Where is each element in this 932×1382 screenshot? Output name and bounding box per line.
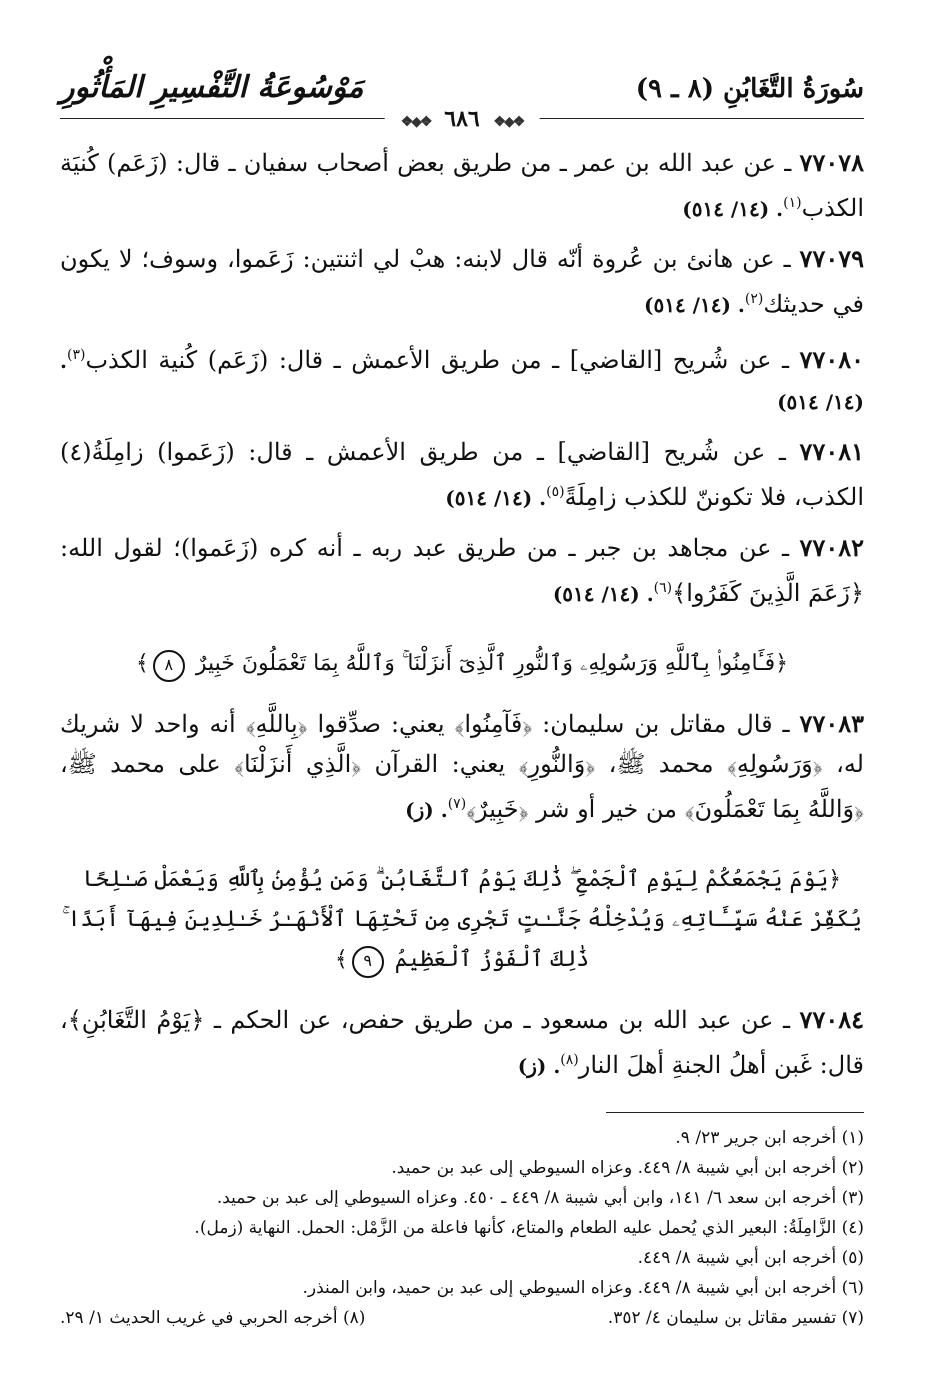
page-header [60,70,864,132]
entry-number: ٧٧٠٧٩ [799,244,864,273]
entry-77078 [60,143,864,229]
entry-number: ٧٧٠٨٤ [799,1005,864,1034]
footnote: (٤) الزَّامِلَةُ: البعير الذي يُحمل عليه الطعام والمتاع، كأنها فاعلة من الزَّمْل: الحمل. النهاية (زمل). [194,1218,864,1238]
entry-number: ٧٧٠٨٠ [799,345,864,374]
entry-text: ـ قال مقاتل بن سليمان: ﴿فَآمِنُوا﴾ يعني: صدِّقوا ﴿بِاللَّهِ﴾ أنه واحد لا شريك له، ﴿وَرَسُولِهِ﴾ محمد ﷺ، ﴿وَالنُّورِ﴾ يعني: القرآن ﴿الَّذِي أَنزَلْنَا﴾ على محمد ﷺ، ﴿وَاللَّهُ بِمَا تَعْمَلُونَ﴾ من خير أو شر ﴿خَبِيرٌ﴾ [60,710,864,823]
entry-77083 [60,704,864,830]
footnote: (٣) أخرجه ابن سعد ٦/ ١٤١، وابن أبي شيبة ٨/ ٤٤٩ ـ ٤٥٠. وعزاه السيوطي إلى عبد بن حميد. [216,1188,864,1208]
entry-ref: . (ز) [517,1054,561,1078]
verse-text: ﴿يَوْمَ يَجْمَعُكُمْ لِيَوْمِ ٱلْجَمْعِ ۖ ذَٰلِكَ يَوْمُ ٱلتَّغَابُنِ ۗ وَمَن يُؤْمِنۢ بِٱللَّهِ وَيَعْمَلْ صَـٰلِحًا يُكَفِّرْ عَنْهُ سَيِّـَٔاتِهِۦ وَيُدْخِلْهُ جَنَّـٰتٍ تَجْرِى مِن تَحْتِهَا ٱلْأَنْهَـٰرُ خَـٰلِدِينَ فِيهَآ أَبَدًا ۚ ذَٰلِكَ ٱلْفَوْزُ ٱلْعَظِيمُ [62,867,862,972]
entry-77081 [60,432,864,518]
footnote-marker: (٦) [653,580,673,596]
footnote: (٨) أخرجه الحربي في غريب الحديث ١/ ٢٩. [60,1308,366,1328]
entry-number: ٧٧٠٨٣ [799,709,864,738]
entry-ref: . (ز) [405,798,448,822]
footnote-marker: (١) [783,195,802,211]
footnote-marker: (٧) [447,796,467,812]
entry-77079 [60,239,864,325]
entry-text: ـ عن مجاهد بن جبر ـ من طريق عبد ربه ـ أنه كره (زَعَموا)؛ لقول الله: ﴿زَعَمَ الَّذِينَ كَفَرُوا﴾ [60,534,864,607]
footnote-marker: (٨) [560,1052,579,1068]
page-number-box [385,106,540,132]
verse-number-icon: ٨ [153,650,185,682]
book-page [60,70,864,1362]
entry-ref: . (١٤/ ٥١٤) [643,293,745,317]
footnote: (١) أخرجه ابن جرير ٢٣/ ٩. [675,1128,864,1148]
entry-number: ٧٧٠٧٨ [799,148,864,177]
entry-number: ٧٧٠٨١ [799,437,864,466]
entry-text: ـ عن عبد الله بن عمر ـ من طريق بعض أصحاب سفيان ـ قال: (زَعَم) كُنيَة الكذب [60,149,864,222]
footnote: (٦) أخرجه ابن أبي شيبة ٨/ ٤٤٩. وعزاه السيوطي إلى عبد بن حميد، وابن المنذر. [302,1278,864,1298]
book-title: مَوْسُوعَةُ التَّفْسِيرِ المَأْثُورِ [60,70,364,105]
entry-ref: . (١٤/ ٥١٤) [682,197,784,221]
footnote: (٥) أخرجه ابن أبي شيبة ٨/ ٤٤٩. [637,1248,864,1268]
entry-text: ـ عن عبد الله بن مسعود ـ من طريق حفص، عن الحكم ـ ﴿يَوْمُ التَّغَابُنِ﴾، قال: غَبن أهلُ الجنةِ أهلَ النار [60,1006,864,1079]
footnote-marker: (٣) [66,347,86,363]
entry-ref: . (١٤/ ٥١٤) [445,486,547,510]
entry-77084 [60,1000,864,1086]
verse-bracket: ﴾ [334,947,348,972]
footnote: (٢) أخرجه ابن أبي شيبة ٨/ ٤٤٩. وعزاه السيوطي إلى عبد بن حميد. [391,1158,864,1178]
entry-number: ٧٧٠٨٢ [799,533,864,562]
ornament-icon: ❖◆❖ [400,114,431,130]
entry-77082 [60,528,864,614]
entry-77080 [60,335,864,422]
ornament-icon: ❖◆❖ [493,114,524,130]
footnote-divider [606,1112,864,1113]
quran-verse-9 [60,860,864,980]
entry-text: ـ عن شُريح [القاضي] ـ من طريق الأعمش ـ قال: (زَعَم) كُنية الكذب [85,346,789,374]
entry-text: ـ عن هانئ بن عُروة أنّه قال لابنه: هبْ لي اثنتين: زَعَموا، وسوف؛ لا يكون في حديثك [60,245,864,318]
entry-text: ـ عن شُريح [القاضي] ـ من طريق الأعمش ـ قال: (زَعَموا) زامِلَةُ(٤) الكذب، فلا تكوننّ للكذب زامِلَةً [60,438,864,511]
footnote: (٧) تفسير مقاتل بن سليمان ٤/ ٣٥٢. [607,1308,864,1328]
page-number: ٦٨٦ [444,106,480,132]
footnotes [60,1123,864,1333]
entry-ref: . (١٤/ ٥١٤) [552,582,654,606]
footnote-marker: (٥) [546,484,565,500]
quran-verse-8 [60,644,864,684]
entry-ref: . (١٤/ ٥١٤) [60,349,864,414]
verse-bracket: ﴾ [135,651,149,676]
verse-number-icon: ٩ [352,946,384,978]
footnote-marker: (٢) [744,291,764,307]
footnote-pair [60,1303,864,1333]
verse-text: ﴿فَـَٔامِنُوا۟ بِٱللَّهِ وَرَسُولِهِۦ وَٱلنُّورِ ٱلَّذِىٓ أَنزَلْنَا ۚ وَٱللَّهُ بِمَا تَعْمَلُونَ خَبِيرٌ [195,651,789,676]
surah-title: سُورَةُ التَّغَابُنِ (٨ ـ ٩) [635,74,864,104]
